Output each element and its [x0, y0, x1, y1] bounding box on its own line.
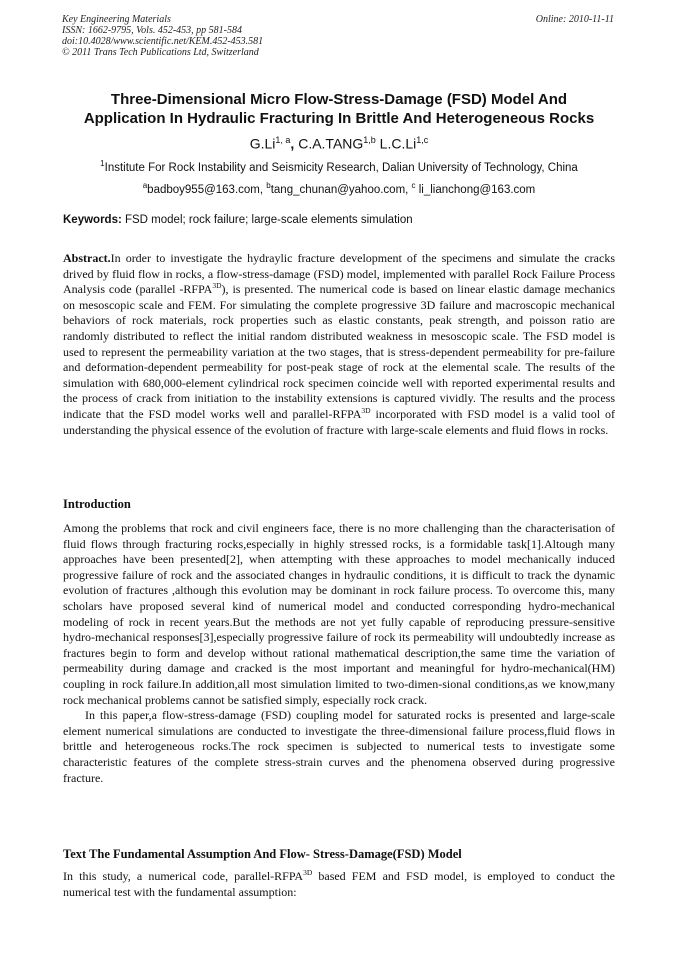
online-date: Online: 2010-11-11 — [535, 14, 614, 25]
affiliation — [0, 157, 678, 175]
keywords — [63, 213, 615, 227]
title-line-1: Three-Dimensional Micro Flow-Stress-Damage (FSD) Model And — [110, 91, 568, 108]
email-list — [0, 179, 678, 197]
paragraph: Among the problems that rock and civil engineers face, there is no more challenging than the characterisation of fluid flows through fracturing rocks,especially in highly stressed rocks, is a formidable task[1].Altough many approaches have been presented[2], when attempting with these approaches to model mechanically induced progressive failure of rock and the associated changes in hydraulic conditions, it is difficult to track the dynamic evolution of fractures ,although this evolution may be dominant in rock failure process. To overcome this, many scholars have proposed several kind of numerical model and conducted corresponding hydro-mechanical modeling of rock in recent years.But the methods are not yet fully capable of reproducing pressure-sensitive hydro-mechanical responses[3],especially progressive failure of rock its permeability will undoubtedly increase as fractures begin to form and develop without rational mathematical description,the same time the variation of permeability during damage and cracked is the most important and meaningful for hydro-mechanical(HM) coupling in rock failure.In addition,all most simulation limited to two-dimen-sional conditions,as we know,many rock mechanical problems cannot be satisfied simply, especially rock crack. — [63, 521, 615, 707]
email-link[interactable]: tang_chunan@yahoo.com, — [270, 183, 412, 196]
email-mark: b — [266, 181, 271, 190]
author-list — [0, 131, 678, 153]
section-body — [63, 869, 615, 900]
section-heading-fsd-model: Text The Fundamental Assumption And Flow- Stress-Damage(FSD) Model — [63, 847, 462, 861]
copyright-line: © 2011 Trans Tech Publications Ltd, Switzerland — [62, 47, 259, 58]
abstract-text: ), is presented. The numerical code is based on linear elastic damage mechanics on mesoscopic scale and FEM. For simulating the complete progressive 3D failure and macroscopic mechanical behaviors of rock materials, rock properties such as elastic constants, peak strength, and poisson ratio are randomly distributed to reflect the initial random distributed weakness in mesoscopic scale. The FSD model is used to represent the permeability variation at the two stages, that is stress-dependent permeability for pre-failure and deformation-dependent permeability for post-peak stage of rock at the elemental scale. The results of the simulation with 680,000-element cylindrical rock specimen coincide well with reported experimental results and the process of crack from initiation to the instability extensions is captured vividly. The results and the process indicate that the FSD model works well and parallel-RFPA — [63, 282, 615, 421]
journal-header — [62, 14, 614, 58]
author-affil-mark: 1, a — [275, 135, 291, 145]
author-name: C.A.TANG — [294, 135, 364, 152]
abstract-text: incorporated with FSD model is a valid tool of understanding the physical essence of the evolution of fracture with large-scale elements and fluid flows in rocks. — [63, 406, 616, 437]
author-affil-mark: 1,b — [363, 135, 376, 145]
email-mark: c — [411, 181, 416, 190]
author-name: G.Li — [249, 135, 276, 152]
doi-line: doi:10.4028/www.scientific.net/KEM.452-453.581 — [62, 36, 264, 47]
email-link[interactable]: badboy955@163.com, — [147, 183, 267, 196]
paper-title — [40, 90, 638, 128]
affiliation-text: Institute For Rock Instability and Seismicity Research, Dalian University of Technology, China — [104, 161, 578, 174]
abstract — [63, 251, 615, 438]
superscript: 3D — [361, 405, 371, 415]
author-name: L.C.Li — [375, 135, 417, 152]
issn-line: ISSN: 1662-9795, Vols. 452-453, pp 581-584 — [62, 25, 242, 36]
abstract-label: Abstract. — [63, 251, 111, 265]
keywords-text: FSD model; rock failure; large-scale elements simulation — [121, 214, 413, 226]
abstract-text: In order to investigate the hydraylic fracture development of the specimens and simulate the cracks drived by fluid flow in rocks, a flow-stress-damage (FSD) model, implemented with parallel Rock Failure Process Analysis code (parallel -RFPA — [63, 251, 615, 297]
superscript: 3D — [212, 281, 222, 291]
keywords-label: Keywords: — [63, 214, 122, 226]
paragraph-text: based FEM and FSD model, is employed to conduct the numerical test with the fundamental assumption: — [63, 869, 615, 899]
introduction-body — [63, 521, 615, 786]
email-mark: a — [142, 181, 148, 190]
title-line-2: Application In Hydraulic Fracturing In Brittle And Heterogeneous Rocks — [83, 110, 595, 127]
author-separator: , — [290, 135, 295, 152]
affiliation-mark: 1 — [100, 159, 105, 168]
paragraph: In this paper,a flow-stress-damage (FSD) coupling model for saturated rocks is presented and large-scale element numerical simulations are conducted to investigate the three-dimensional failure process,fluid flows in brittle and heterogeneous rocks.The rock specimen is subjected to numerical tests to investigate some characteristic features of the complete stress-strain curves and the phenomena observed during progressive fracture. — [63, 708, 615, 785]
journal-name: Key Engineering Materials — [62, 14, 171, 25]
superscript: 3D — [303, 868, 313, 877]
author-affil-mark: 1,c — [416, 135, 429, 145]
paragraph-text: In this study, a numerical code, parallel-RFPA — [63, 869, 304, 883]
section-heading-introduction: Introduction — [63, 497, 131, 511]
email-link[interactable]: li_lianchong@163.com — [415, 183, 536, 196]
